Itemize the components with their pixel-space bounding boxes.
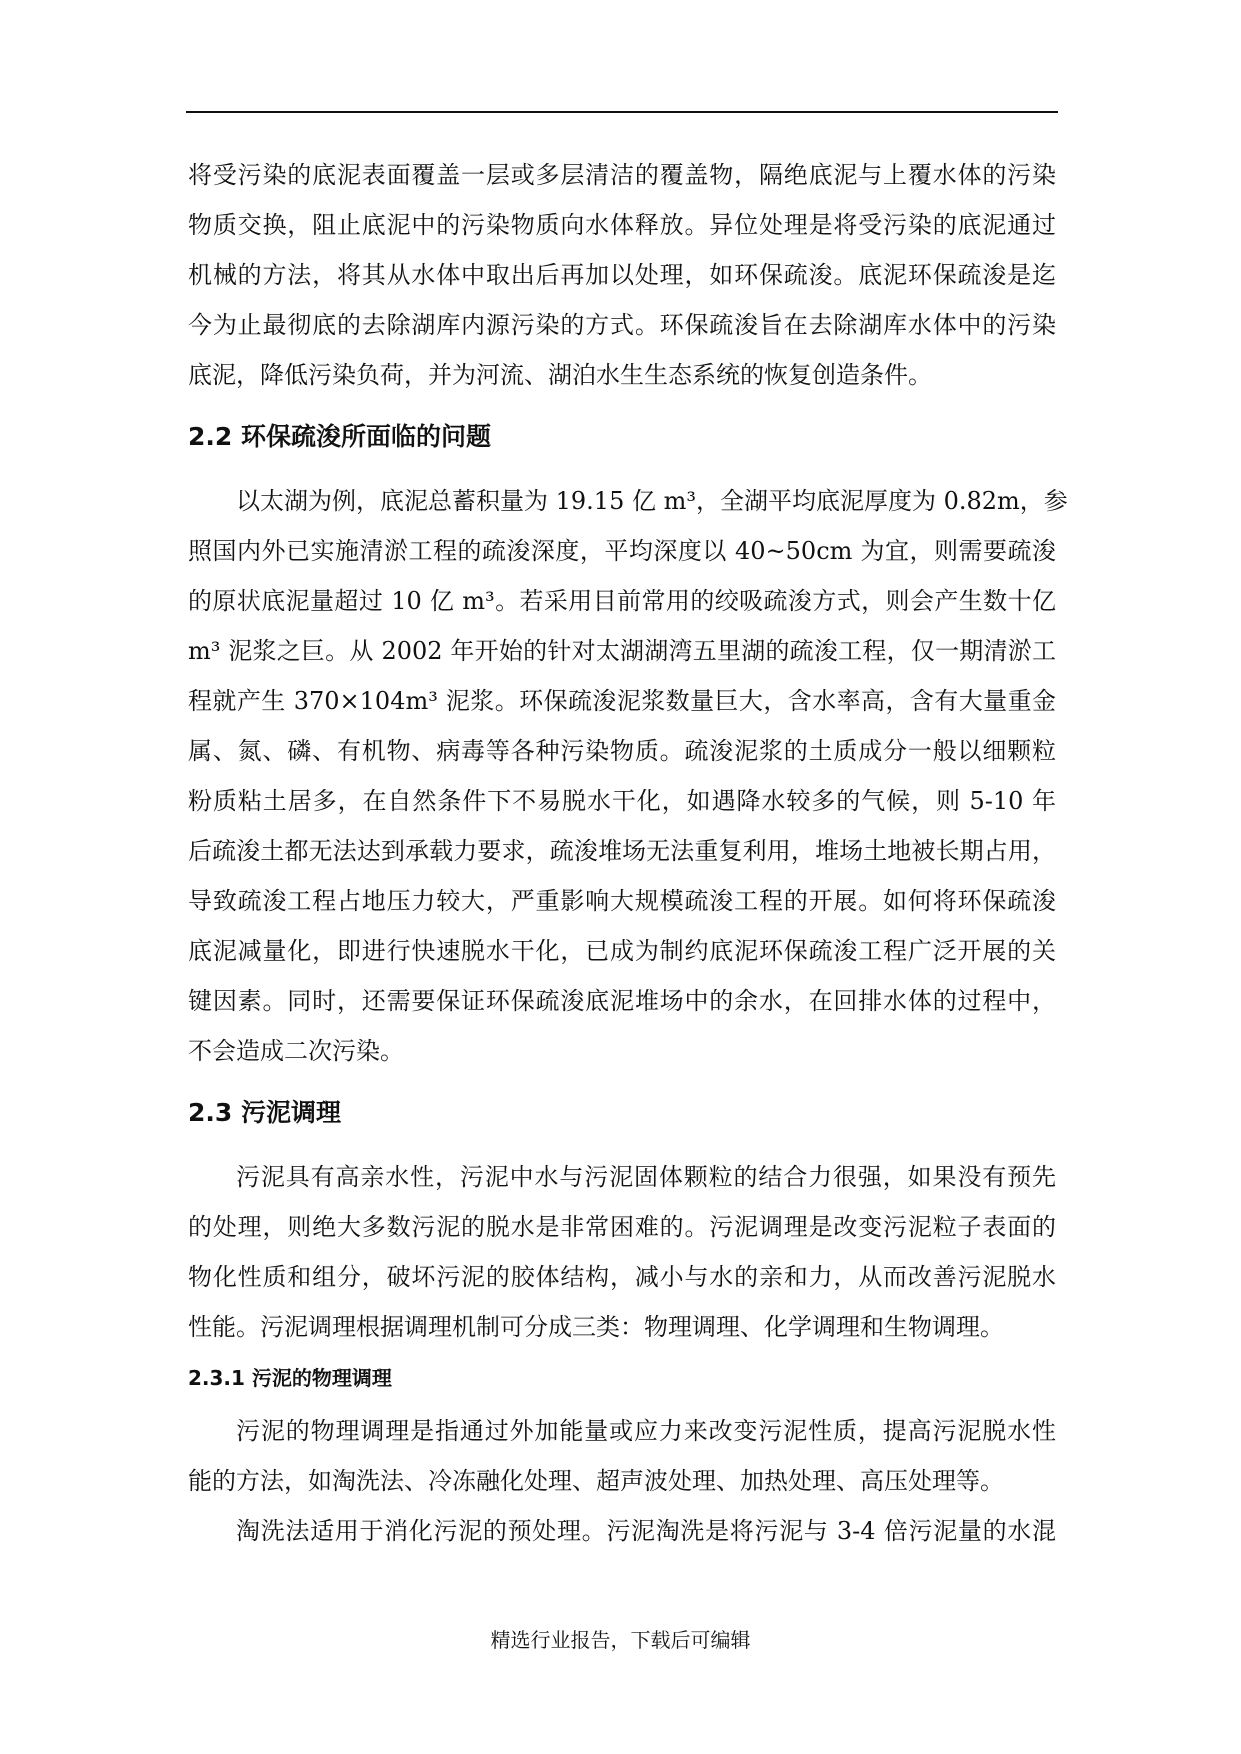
text-line: 物质交换，阻止底泥中的污染物质向水体释放。异位处理是将受污染的底泥通过 xyxy=(188,211,1056,239)
text-line: 今为止最彻底的去除湖库内源污染的方式。环保疏浚旨在去除湖库水体中的污染 xyxy=(188,311,1056,339)
text-line: 不会造成二次污染。 xyxy=(188,1037,404,1065)
document-body xyxy=(188,150,1068,1556)
section-heading: 2.2 环保疏浚所面临的问题 xyxy=(188,422,491,451)
text-line: 粉质粘土居多，在自然条件下不易脱水干化，如遇降水较多的气候，则 5-10 年 xyxy=(188,787,1056,815)
section-heading: 2.3 污泥调理 xyxy=(188,1098,341,1127)
text-line: 以太湖为例，底泥总蓄积量为 19.15 亿 m³，全湖平均底泥厚度为 0.82m，参 xyxy=(236,487,1068,515)
text-line: 的处理，则绝大多数污泥的脱水是非常困难的。污泥调理是改变污泥粒子表面的 xyxy=(188,1213,1056,1241)
text-line: 能的方法，如淘洗法、冷冻融化处理、超声波处理、加热处理、高压处理等。 xyxy=(188,1467,1004,1495)
text-line: 将受污染的底泥表面覆盖一层或多层清洁的覆盖物，隔绝底泥与上覆水体的污染 xyxy=(188,161,1056,189)
text-line: 机械的方法，将其从水体中取出后再加以处理，如环保疏浚。底泥环保疏浚是迄 xyxy=(188,261,1056,289)
text-line: 照国内外已实施清淤工程的疏浚深度，平均深度以 40~50cm 为宜，则需要疏浚 xyxy=(188,537,1056,565)
text-line: 淘洗法适用于消化污泥的预处理。污泥淘洗是将污泥与 3-4 倍污泥量的水混 xyxy=(236,1517,1056,1545)
text-line: 性能。污泥调理根据调理机制可分成三类：物理调理、化学调理和生物调理。 xyxy=(188,1313,1004,1341)
text-line: 程就产生 370×104m³ 泥浆。环保疏浚泥浆数量巨大，含水率高，含有大量重金 xyxy=(188,687,1056,715)
text-line: 底泥，降低污染负荷，并为河流、湖泊水生生态系统的恢复创造条件。 xyxy=(188,361,932,389)
text-line: 的原状底泥量超过 10 亿 m³。若采用目前常用的绞吸疏浚方式，则会产生数十亿 xyxy=(188,587,1056,615)
page-footer: 精选行业报告，下载后可编辑 xyxy=(490,1628,751,1652)
text-line: 导致疏浚工程占地压力较大，严重影响大规模疏浚工程的开展。如何将环保疏浚 xyxy=(188,887,1056,915)
text-line: 污泥的物理调理是指通过外加能量或应力来改变污泥性质，提高污泥脱水性 xyxy=(236,1417,1056,1445)
text-line: 污泥具有高亲水性，污泥中水与污泥固体颗粒的结合力很强，如果没有预先 xyxy=(236,1163,1056,1191)
text-line: 键因素。同时，还需要保证环保疏浚底泥堆场中的余水，在回排水体的过程中， xyxy=(188,987,1056,1015)
text-line: 底泥减量化，即进行快速脱水干化，已成为制约底泥环保疏浚工程广泛开展的关 xyxy=(188,937,1056,965)
text-line: 后疏浚土都无法达到承载力要求，疏浚堆场无法重复利用，堆场土地被长期占用， xyxy=(188,837,1056,865)
header-rule xyxy=(186,111,1058,113)
subsection-heading: 2.3.1 污泥的物理调理 xyxy=(188,1366,392,1390)
text-line: 属、氮、磷、有机物、病毒等各种污染物质。疏浚泥浆的土质成分一般以细颗粒 xyxy=(188,737,1056,765)
text-line: m³ 泥浆之巨。从 2002 年开始的针对太湖湖湾五里湖的疏浚工程，仅一期清淤工 xyxy=(188,637,1056,665)
text-line: 物化性质和组分，破坏污泥的胶体结构，减小与水的亲和力，从而改善污泥脱水 xyxy=(188,1263,1056,1291)
